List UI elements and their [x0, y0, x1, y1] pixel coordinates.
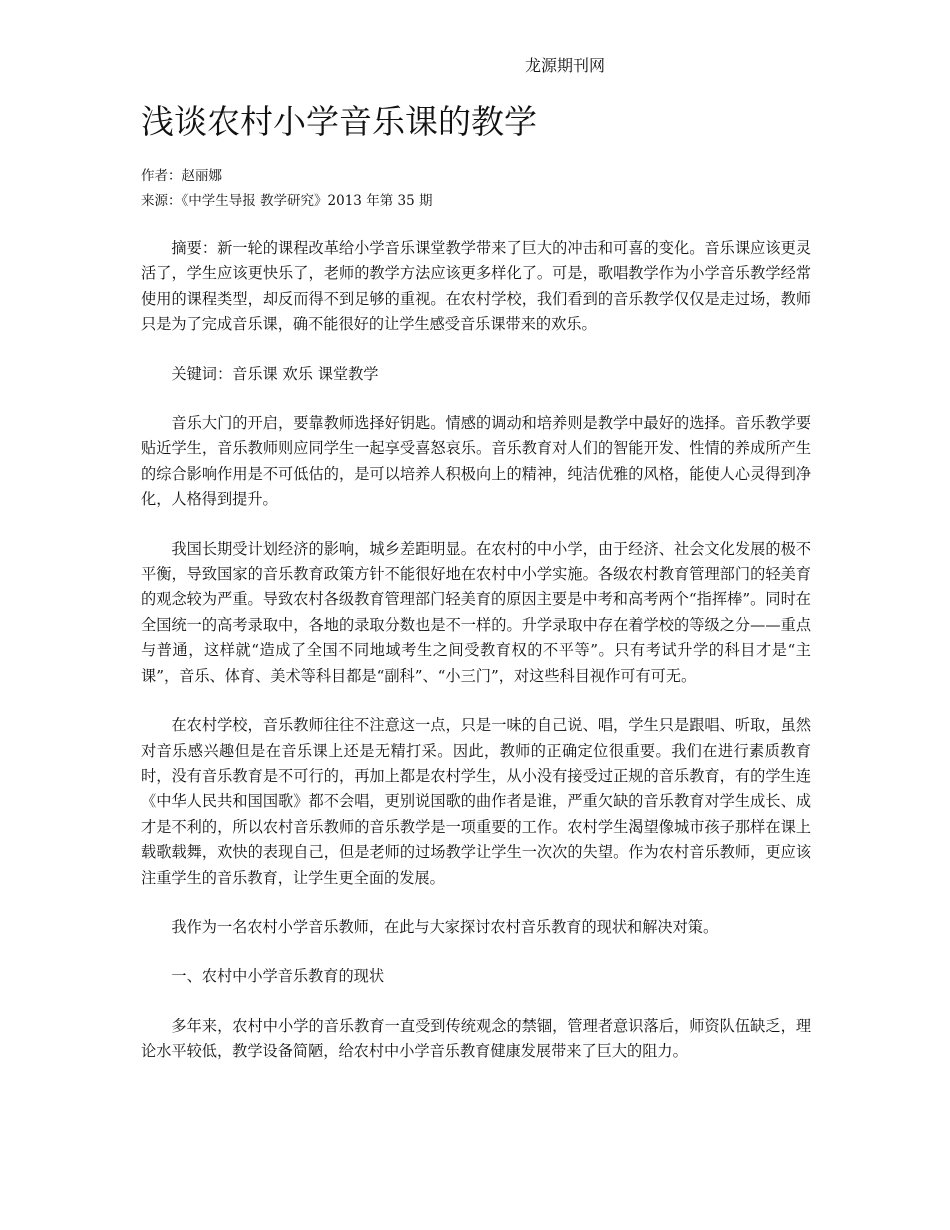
site-name: 龙源期刊网 [525, 56, 606, 75]
keywords-paragraph: 关键词：音乐课 欢乐 课堂教学 [171, 364, 379, 383]
body-paragraph: 音乐大门的开启，要靠教师选择好钥匙。情感的调动和培养则是教学中最好的选择。音乐教学要贴近学生，音乐教师则应同学生一起享受喜怒哀乐。音乐教育对人们的智能开发、性情的养成所产生的综合影响作用是不可低估的，是可以培养人积极向上的精神，纯洁优雅的风格，能使人心灵得到净化，人格得到提升。 [141, 414, 811, 509]
article-author: 作者：赵丽娜 [141, 168, 222, 184]
article-body [141, 236, 811, 1089]
section-heading: 一、农村中小学音乐教育的现状 [171, 967, 385, 986]
body-paragraph: 多年来，农村中小学的音乐教育一直受到传统观念的禁锢，管理者意识落后，师资队伍缺乏，理论水平较低，教学设备简陋，给农村中小学音乐教育健康发展带来了巨大的阻力。 [141, 1016, 811, 1061]
body-paragraph: 我国长期受计划经济的影响，城乡差距明显。在农村的中小学，由于经济、社会文化发展的极不平衡，导致国家的音乐教育政策方针不能很好地在农村中小学实施。各级农村教育管理部门的轻美育的观念较为严重。导致农村各级教育管理部门轻美育的原因主要是中考和高考两个“指挥棒”。同时在全国统一的高考录取中，各地的录取分数也是不一样的。升学录取中存在着学校的等级之分——重点与普通，这样就“造成了全国不同地域考生之间受教育权的不平等”。只有考试升学的科目才是“主课”，音乐、体育、美术等科目都是“副科”、“小三门”，对这些科目视作可有可无。 [141, 539, 811, 685]
body-paragraph: 我作为一名农村小学音乐教师，在此与大家探讨农村音乐教育的现状和解决对策。 [171, 917, 719, 936]
body-paragraph: 在农村学校，音乐教师往往不注意这一点，只是一味的自己说、唱，学生只是跟唱、听取，虽然对音乐感兴趣但是在音乐课上还是无精打采。因此，教师的正确定位很重要。我们在进行素质教育时，没有音乐教育是不可行的，再加上都是农村学生，从小没有接受过正规的音乐教育，有的学生连《中华人民共和国国歌》都不会唱，更别说国歌的曲作者是谁，严重欠缺的音乐教育对学生成长、成才是不利的，所以农村音乐教师的音乐教学是一项重要的工作。农村学生渴望像城市孩子那样在课上载歌载舞，欢快的表现自己，但是老师的过场教学让学生一次次的失望。作为农村音乐教师，更应该注重学生的音乐教育，让学生更全面的发展。 [141, 716, 811, 887]
article-source: 来源：《中学生导报 教学研究》2013 年第 35 期 [141, 193, 433, 209]
abstract-paragraph: 摘要：新一轮的课程改革给小学音乐课堂教学带来了巨大的冲击和可喜的变化。音乐课应该更灵活了，学生应该更快乐了，老师的教学方法应该更多样化了。可是，歌唱教学作为小学音乐教学经常使用的课程类型，却反而得不到足够的重视。在农村学校，我们看到的音乐教学仅仅是走过场，教师只是为了完成音乐课，确不能很好的让学生感受音乐课带来的欢乐。 [141, 239, 811, 334]
article-title: 浅谈农村小学音乐课的教学 [141, 102, 537, 141]
